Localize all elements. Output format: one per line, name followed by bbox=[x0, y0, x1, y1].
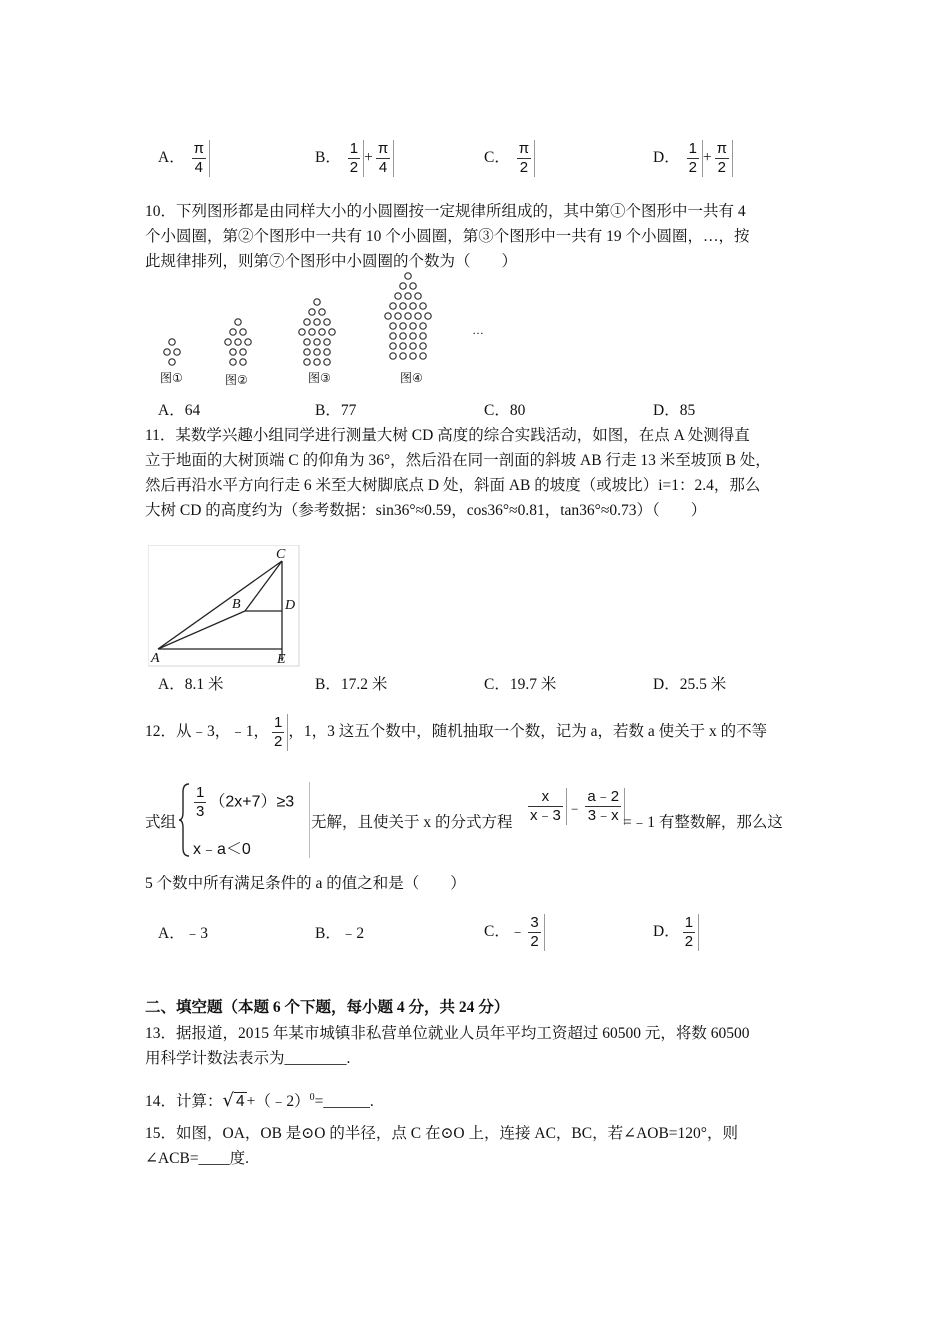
small-circle-icon bbox=[319, 329, 325, 335]
q13-text-line1: 13．据报道，2015 年某市城镇非私营单位就业人员年平均工资超过 60500 元，将数 60500 bbox=[145, 1025, 750, 1042]
small-circle-icon bbox=[400, 333, 406, 339]
q11-option-c: C．19.7 米 bbox=[484, 676, 557, 693]
small-circle-icon bbox=[304, 339, 310, 345]
small-circle-icon bbox=[425, 313, 431, 319]
small-circle-icon bbox=[410, 283, 416, 289]
small-circle-icon bbox=[324, 339, 330, 345]
q10-text-line1: 10．下列图形都是由同样大小的小圆圈按一定规律所组成的，其中第①个图形中一共有 4 bbox=[145, 203, 746, 220]
q9-option-a: A． $\frac{\pi}{4}$ bbox=[158, 140, 210, 177]
small-circle-icon bbox=[314, 339, 320, 345]
small-circle-icon bbox=[400, 303, 406, 309]
q11-option-d: D．25.5 米 bbox=[653, 676, 727, 693]
q12-text-line3: 5 个数中所有满足条件的 a 的值之和是（ ） bbox=[145, 875, 466, 892]
small-circle-icon bbox=[410, 333, 416, 339]
q12-option-d: D． $\frac{1}{2}$ bbox=[653, 912, 699, 952]
fraction-x-over-x-minus-3: $\frac{x}{x﹣3}$ bbox=[525, 788, 567, 825]
fraction: $\frac{\pi}{4}$ bbox=[189, 140, 210, 177]
q15-text-line2: ∠ACB=____度. bbox=[145, 1150, 249, 1167]
small-circle-icon bbox=[410, 343, 416, 349]
fraction: $\frac{3}{2}$ bbox=[525, 914, 544, 951]
q12-option-b: B．﹣2 bbox=[315, 925, 365, 942]
q10-option-c: C．80 bbox=[484, 402, 526, 419]
section-heading-fill-in: 二、填空题（本题 6 个下题，每小题 4 分，共 24 分） bbox=[145, 999, 510, 1016]
ellipsis: … bbox=[472, 323, 484, 337]
fig-label-4: 图④ bbox=[400, 371, 423, 385]
q11-tree-slope-figure bbox=[148, 545, 300, 667]
small-circle-icon bbox=[240, 359, 246, 365]
small-circle-icon bbox=[420, 303, 426, 309]
q12-option-c: C．﹣ $\frac{3}{2}$ bbox=[484, 912, 545, 952]
small-circle-icon bbox=[314, 319, 320, 325]
small-circle-icon bbox=[314, 349, 320, 355]
small-circle-icon bbox=[405, 293, 411, 299]
small-circle-icon bbox=[405, 273, 411, 279]
q10-option-a: A．64 bbox=[158, 402, 201, 419]
q15-text-line1: 15．如图，OA，OB 是⊙O 的半径，点 C 在⊙O 上，连接 AC，BC，若∠AOB=120°，则 bbox=[145, 1125, 738, 1142]
q9-option-b: B． $\frac{1}{2}$ + $\frac{\pi}{4}$ bbox=[315, 140, 394, 177]
small-circle-icon bbox=[235, 319, 241, 325]
q14-text: 14．计算：√ 4 +（﹣2）$^0$=______. bbox=[145, 1090, 374, 1112]
small-circle-icon bbox=[304, 359, 310, 365]
fraction: $\frac{1}{2}$ bbox=[345, 140, 364, 177]
small-circle-icon bbox=[304, 349, 310, 355]
small-circle-icon bbox=[385, 313, 391, 319]
fig-label-1: 图① bbox=[160, 371, 183, 385]
q9-option-c: C． $\frac{\pi}{2}$ bbox=[484, 140, 535, 177]
point-label-c: C bbox=[276, 547, 286, 562]
small-circle-icon bbox=[309, 309, 315, 315]
small-circle-icon bbox=[314, 299, 320, 305]
point-label-b: B bbox=[232, 597, 241, 612]
small-circle-icon bbox=[420, 353, 426, 359]
small-circle-icon bbox=[309, 329, 315, 335]
small-circle-icon bbox=[410, 303, 416, 309]
small-circle-icon bbox=[329, 329, 335, 335]
point-label-d: D bbox=[285, 598, 296, 613]
small-circle-icon bbox=[420, 333, 426, 339]
q10-option-d: D．85 bbox=[653, 402, 696, 419]
small-circle-icon bbox=[400, 283, 406, 289]
q11-text-line1: 11．某数学兴趣小组同学进行测量大树 CD 高度的综合实践活动，如图，在点 A 处测得直 bbox=[145, 427, 750, 444]
small-circle-icon bbox=[324, 319, 330, 325]
fraction: $\frac{\pi}{2}$ bbox=[712, 140, 733, 177]
fig-label-3: 图③ bbox=[308, 371, 331, 385]
fraction-a-minus-2: $\frac{a﹣2}{3﹣x}$ bbox=[582, 788, 625, 825]
q11-text-line2: 立于地面的大树顶端 C 的仰角为 36°，然后沿在同一剖面的斜坡 AB 行走 13 米至坡顶 B 处， bbox=[145, 452, 771, 469]
q11-text-line4: 大树 CD 的高度约为（参考数据：sin36°≈0.59，cos36°≈0.81，tan36°≈0.73）（ ） bbox=[145, 502, 707, 519]
small-circle-icon bbox=[415, 293, 421, 299]
small-circle-icon bbox=[169, 359, 175, 365]
small-circle-icon bbox=[235, 339, 241, 345]
fraction: $\frac{1}{2}$ bbox=[684, 140, 703, 177]
q13-text-line2: 用科学计数法表示为________. bbox=[145, 1050, 351, 1067]
q11-option-b: B．17.2 米 bbox=[315, 676, 388, 693]
small-circle-icon bbox=[395, 313, 401, 319]
small-circle-icon bbox=[420, 343, 426, 349]
small-circle-icon bbox=[319, 309, 325, 315]
small-circle-icon bbox=[390, 323, 396, 329]
small-circle-icon bbox=[240, 329, 246, 335]
small-circle-icon bbox=[415, 313, 421, 319]
small-circle-icon bbox=[174, 349, 180, 355]
small-circle-icon bbox=[400, 323, 406, 329]
point-label-a: A bbox=[151, 651, 160, 666]
q11-text-line3: 然后再沿水平方向行走 6 米至大树脚底点 D 处，斜面 AB 的坡度（或坡比）i=1：2.4，那么 bbox=[145, 477, 761, 494]
q12-text-line2: 式组 $\frac{1}{3}$ （2x+7）≥3 x﹣a＜0 无解，且使关于 x 的分式方程 $\frac{x}{x﹣3}$ ﹣ $\frac{a﹣2}{3﹣x}$ =﹣1 有整数解，那么这 bbox=[145, 784, 783, 858]
q11-option-a: A．8.1 米 bbox=[158, 676, 224, 693]
q12-option-a: A．﹣3 bbox=[158, 925, 208, 942]
small-circle-icon bbox=[390, 333, 396, 339]
left-brace-icon bbox=[179, 782, 191, 858]
small-circle-icon bbox=[390, 343, 396, 349]
small-circle-icon bbox=[410, 353, 416, 359]
small-circle-icon bbox=[324, 359, 330, 365]
small-circle-icon bbox=[299, 329, 305, 335]
small-circle-icon bbox=[420, 323, 426, 329]
small-circle-icon bbox=[225, 339, 231, 345]
small-circle-icon bbox=[395, 293, 401, 299]
small-circle-icon bbox=[240, 349, 246, 355]
small-circle-icon bbox=[400, 343, 406, 349]
small-circle-icon bbox=[390, 353, 396, 359]
small-circle-icon bbox=[324, 349, 330, 355]
sqrt-icon: √ bbox=[222, 1090, 234, 1112]
q10-circle-pattern-figure bbox=[150, 272, 485, 392]
small-circle-icon bbox=[230, 349, 236, 355]
q9-option-d: D． $\frac{1}{2}$ + $\frac{\pi}{2}$ bbox=[653, 140, 733, 177]
q12-text-line1: 12．从﹣3，﹣1， $\frac{1}{2}$ ，1，3 这五个数中，随机抽取一个数，记为 a，若数 a 使关于 x 的不等 bbox=[145, 713, 768, 750]
inequality-system: $\frac{1}{3}$ （2x+7）≥3 x﹣a＜0 bbox=[179, 782, 310, 858]
small-circle-icon bbox=[169, 339, 175, 345]
small-circle-icon bbox=[230, 359, 236, 365]
q10-text-line2: 个小圆圈，第②个图形中一共有 10 个小圆圈，第③个图形中一共有 19 个小圆圈，…，按 bbox=[145, 228, 750, 245]
fraction: $\frac{\pi}{2}$ bbox=[514, 140, 535, 177]
q10-option-b: B．77 bbox=[315, 402, 357, 419]
small-circle-icon bbox=[405, 313, 411, 319]
fig-label-2: 图② bbox=[225, 373, 248, 387]
small-circle-icon bbox=[314, 359, 320, 365]
point-label-e: E bbox=[277, 652, 286, 667]
small-circle-icon bbox=[230, 329, 236, 335]
small-circle-icon bbox=[390, 303, 396, 309]
fraction-half: $\frac{1}{2}$ bbox=[269, 714, 288, 751]
fraction: $\frac{1}{2}$ bbox=[680, 914, 699, 951]
small-circle-icon bbox=[410, 323, 416, 329]
fraction: $\frac{\pi}{4}$ bbox=[373, 140, 394, 177]
small-circle-icon bbox=[164, 349, 170, 355]
small-circle-icon bbox=[400, 353, 406, 359]
fraction-third: $\frac{1}{3}$ bbox=[196, 784, 205, 820]
q10-text-line3: 此规律排列，则第⑦个图形中小圆圈的个数为（ ） bbox=[145, 253, 518, 270]
small-circle-icon bbox=[304, 319, 310, 325]
small-circle-icon bbox=[245, 339, 251, 345]
